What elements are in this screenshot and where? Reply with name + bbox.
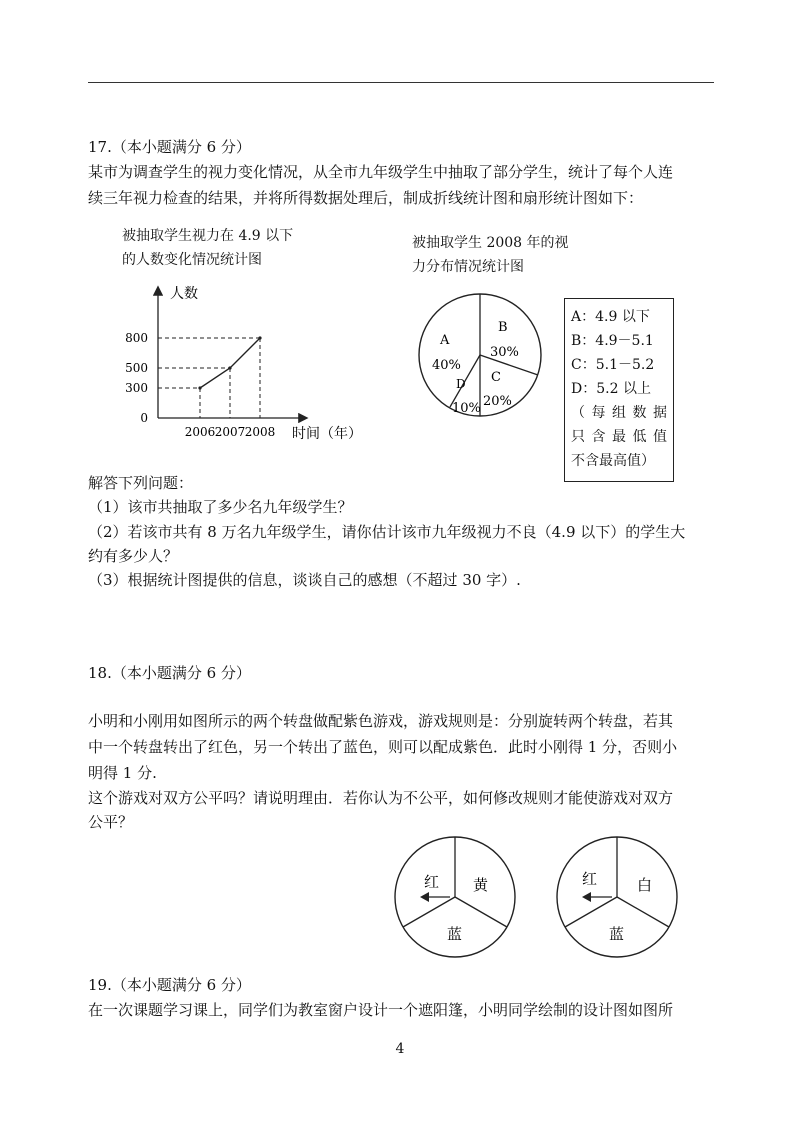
pie-legend xyxy=(564,298,674,482)
data-point xyxy=(198,386,201,389)
y-tick-label: 300 xyxy=(125,381,148,395)
pie-slice-label: B xyxy=(498,320,508,335)
x-tick-label: 2007 xyxy=(214,425,246,439)
pie-slice-label: C xyxy=(491,370,501,385)
legend-note-line3: 不含最高值） xyxy=(571,453,655,469)
spinner-2-blue-label: 蓝 xyxy=(609,925,625,943)
spinner-1-pointer-arrow-icon xyxy=(420,892,429,902)
q17-sub2-line2: 约有多少人？ xyxy=(88,547,179,565)
header-rule xyxy=(88,82,714,83)
pie-slice-value: 20% xyxy=(483,394,512,409)
pie-chart xyxy=(410,285,550,425)
legend-note-line1: （每组数据 xyxy=(571,405,667,421)
y-tick-label: 500 xyxy=(125,361,148,375)
q17-sub1: （1）该市共抽取了多少名九年级学生？ xyxy=(88,498,353,516)
legend-note-line2: 只含最低值 xyxy=(571,429,667,445)
q19-body-line1: 在一次课题学习课上，同学们为教室窗户设计一个遮阳篷，小明同学绘制的设计图如图所 xyxy=(88,1001,674,1019)
legend-d: D：5.2 以上 xyxy=(571,381,651,397)
spinner-1-blue-label: 蓝 xyxy=(447,925,463,943)
data-point xyxy=(228,366,231,369)
pie-slice-label: D xyxy=(456,377,466,391)
pie-slice-value: 30% xyxy=(490,345,519,360)
pie-slice-value: 40% xyxy=(432,358,461,373)
spinner-2-red-label: 红 xyxy=(582,870,598,888)
pie-chart-title-line2: 力分布情况统计图 xyxy=(412,259,524,275)
spinner-2-pointer-arrow-icon xyxy=(582,892,591,902)
series-line xyxy=(200,338,260,388)
y-tick-label: 0 xyxy=(140,411,148,425)
q17-header: 17.（本小题满分 6 分） xyxy=(88,138,251,156)
page-number: 4 xyxy=(395,1041,405,1057)
q18-body-line1: 小明和小刚用如图所示的两个转盘做配紫色游戏，游戏规则是：分别旋转两个转盘，若其 xyxy=(88,712,674,730)
pie-slice-value: 10% xyxy=(452,401,481,416)
spinner-1-yellow-label: 黄 xyxy=(473,876,489,894)
line-chart-title-line1: 被抽取学生视力在 4.9 以下 xyxy=(122,228,294,244)
y-axis-label: 人数 xyxy=(170,286,198,302)
legend-c: C：5.1－5.2 xyxy=(571,357,655,373)
pie-slice-label: A xyxy=(440,333,450,348)
q19-header: 19.（本小题满分 6 分） xyxy=(88,976,251,994)
spinner-2-white-label: 白 xyxy=(637,876,653,894)
spinner-2-divider-right xyxy=(617,897,669,927)
q17-intro-line1: 某市为调查学生的视力变化情况，从全市九年级学生中抽取了部分学生，统计了每个人连 xyxy=(88,163,674,181)
q18-body-line4: 这个游戏对双方公平吗？请说明理由．若你认为不公平，如何修改规则才能使游戏对双方 xyxy=(88,789,674,807)
x-axis-label: 时间（年） xyxy=(292,426,362,442)
x-tick-label: 2008 xyxy=(244,425,276,439)
q18-header: 18.（本小题满分 6 分） xyxy=(88,664,251,682)
y-tick-label: 800 xyxy=(125,331,148,345)
line-chart xyxy=(110,278,380,448)
q17-answer-header: 解答下列问题： xyxy=(88,474,194,492)
spinner-1 xyxy=(390,832,520,962)
spinner-1-divider-right xyxy=(455,897,507,927)
data-point xyxy=(258,336,261,339)
spinner-2 xyxy=(552,832,682,962)
x-tick-label: 2006 xyxy=(184,425,216,439)
q17-sub2-line1: （2）若该市共有 8 万名九年级学生，请你估计该市九年级视力不良（4.9 以下）的学生大 xyxy=(88,523,686,541)
q18-body-line5: 公平？ xyxy=(88,813,134,831)
q17-sub3: （3）根据统计图提供的信息，谈谈自己的感想（不超过 30 字）. xyxy=(88,571,521,589)
legend-a: A：4.9 以下 xyxy=(571,309,650,325)
pie-chart-title-line1: 被抽取学生 2008 年的视 xyxy=(412,235,569,251)
legend-b: B：4.9－5.1 xyxy=(571,333,654,349)
spinner-1-red-label: 红 xyxy=(424,873,440,891)
q18-body-line3: 明得 1 分. xyxy=(88,764,157,782)
q17-intro-line2: 续三年视力检查的结果，并将所得数据处理后，制成折线统计图和扇形统计图如下： xyxy=(88,189,644,207)
q18-body-line2: 中一个转盘转出了红色，另一个转出了蓝色，则可以配成紫色．此时小刚得 1 分，否则小 xyxy=(88,738,678,756)
line-chart-title-line2: 的人数变化情况统计图 xyxy=(122,252,262,268)
